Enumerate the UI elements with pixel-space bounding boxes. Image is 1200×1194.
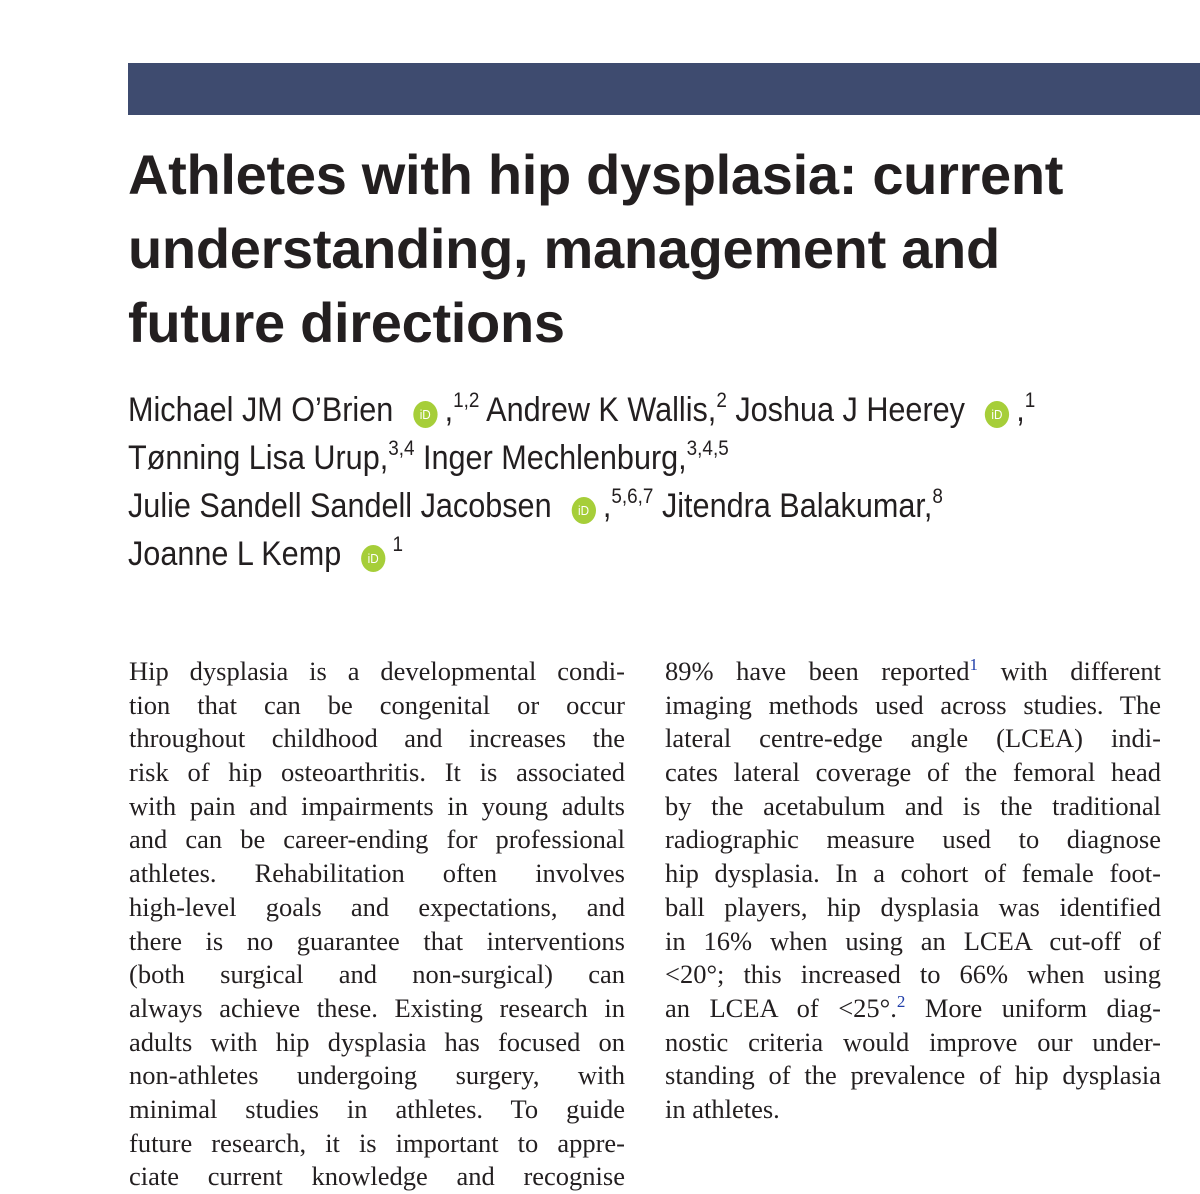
- author-affiliation: 8: [932, 485, 943, 508]
- abstract-line: cates lateral coverage of the femoral head: [665, 757, 1161, 788]
- abstract-text: with different: [978, 656, 1161, 686]
- author-name: Jitendra Balakumar,: [653, 487, 933, 525]
- abstract-column-left: [129, 655, 625, 1194]
- abstract-line: tion that can be congenital or occur: [129, 689, 625, 720]
- abstract-line: future research, it is important to appre-: [129, 1127, 625, 1158]
- author-affiliation: 5,6,7: [611, 485, 654, 508]
- orcid-icon[interactable]: iD: [985, 401, 1009, 428]
- abstract-line: non-athletes undergoing surgery, with: [129, 1060, 625, 1091]
- abstract-line: ball players, hip dysplasia was identified: [665, 891, 1161, 922]
- author-name: Tønning Lisa Urup,: [128, 439, 389, 477]
- abstract-line: [665, 655, 1161, 689]
- title-line-1: Athletes with hip dysplasia: current: [128, 143, 1064, 206]
- orcid-icon[interactable]: iD: [361, 545, 385, 572]
- abstract-line: throughout childhood and increases the: [129, 723, 625, 754]
- abstract-line: Hip dysplasia is a developmental condi-: [129, 656, 625, 686]
- author-name: Julie Sandell Sandell Jacobsen: [128, 487, 552, 525]
- author-separator: ,: [1016, 391, 1025, 429]
- abstract-line: and can be career-ending for professional: [129, 824, 625, 855]
- abstract-line: lateral centre-edge angle (LCEA) indi-: [665, 723, 1161, 754]
- abstract-line: high-level goals and expectations, and: [129, 891, 625, 922]
- abstract-line: nostic criteria would improve our under-: [665, 1026, 1161, 1057]
- abstract-line: radiographic measure used to diagnose: [665, 824, 1161, 855]
- abstract-line: risk of hip osteoarthritis. It is associated: [129, 757, 625, 788]
- abstract-line: [665, 992, 1161, 1026]
- author-affiliation: 1: [1024, 389, 1036, 412]
- abstract-line: minimal studies in athletes. To guide: [129, 1093, 625, 1124]
- author-line-3: [128, 482, 1082, 530]
- author-name: Michael JM O’Brien: [128, 391, 394, 429]
- abstract-line: there is no guarantee that interventions: [129, 925, 625, 956]
- reference-link[interactable]: 1: [969, 655, 979, 674]
- abstract-line: ciate current knowledge and recognise: [129, 1161, 625, 1192]
- author-line-1: [128, 386, 1082, 434]
- abstract-text: 89% have been reported: [665, 656, 970, 686]
- abstract-line: <20°; this increased to 66% when using: [665, 959, 1161, 990]
- reference-link[interactable]: 2: [896, 991, 906, 1011]
- author-separator: ,: [444, 391, 454, 429]
- author-name: Inger Mechlenburg,: [414, 439, 687, 477]
- abstract-line: (both surgical and non-surgical) can: [129, 959, 625, 990]
- author-affiliation: 1: [392, 533, 404, 556]
- abstract-line: imaging methods used across studies. The: [665, 689, 1161, 720]
- abstract-line: always achieve these. Existing research in: [129, 992, 625, 1023]
- author-affiliation: 2: [716, 389, 727, 412]
- abstract-line: standing of the prevalence of hip dysplasia: [665, 1060, 1161, 1091]
- author-name: Andrew K Wallis,: [479, 391, 717, 429]
- author-name: Joshua J Heerey: [726, 391, 965, 429]
- author-line-2: [128, 434, 1082, 482]
- author-list: [128, 386, 1082, 578]
- author-affiliation: 3,4: [388, 437, 415, 460]
- abstract-line: in 16% when using an LCEA cut-off of: [665, 925, 1161, 956]
- abstract-line: in athletes.: [665, 1093, 780, 1124]
- abstract-column-right: [665, 655, 1161, 1127]
- abstract-line: athletes. Rehabilitation often involves: [129, 858, 625, 889]
- abstract-line: hip dysplasia. In a cohort of female foot-: [665, 858, 1161, 889]
- journal-header-bar: [128, 63, 1200, 115]
- author-line-4: [128, 530, 1082, 578]
- title-line-2: understanding, management and: [128, 217, 1000, 280]
- abstract-line: with pain and impairments in young adults: [129, 790, 625, 821]
- orcid-icon[interactable]: iD: [571, 497, 595, 524]
- orcid-icon[interactable]: iD: [413, 401, 437, 428]
- author-name: Joanne L Kemp: [128, 535, 342, 573]
- abstract-line: by the acetabulum and is the traditional: [665, 790, 1161, 821]
- title-line-3: future directions: [128, 291, 565, 354]
- author-separator: ,: [602, 487, 612, 525]
- abstract-line: adults with hip dysplasia has focused on: [129, 1026, 625, 1057]
- author-affiliation: 1,2: [453, 389, 480, 412]
- article-title: [128, 138, 1168, 360]
- abstract-text: an LCEA of <25°.: [665, 992, 897, 1023]
- abstract-text: More uniform diag-: [905, 992, 1161, 1023]
- author-affiliation: 3,4,5: [686, 437, 729, 460]
